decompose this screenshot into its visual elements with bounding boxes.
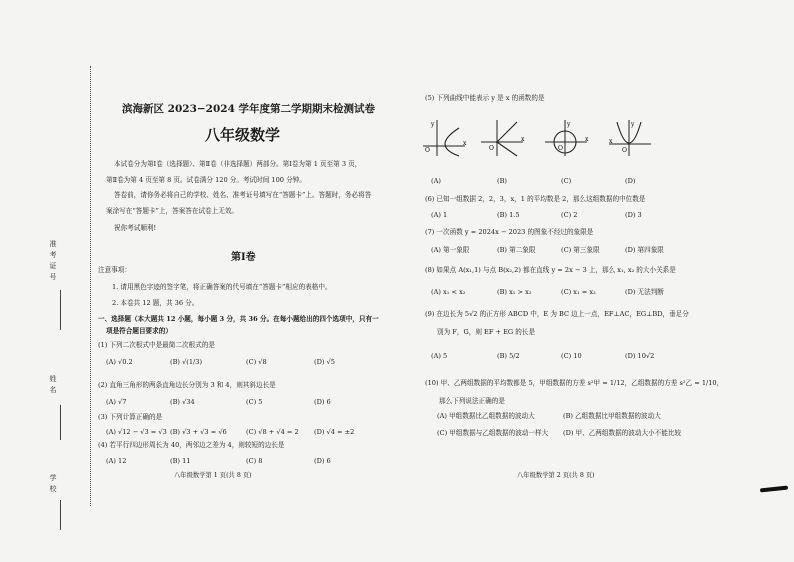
q4-option-d: (D) 6 bbox=[314, 457, 331, 465]
q6-option-d: (D) 3 bbox=[625, 211, 642, 219]
name-label: 姓名 bbox=[49, 375, 57, 397]
q1-option-d: (D) √5 bbox=[314, 358, 335, 366]
q10-option-d: (D) 甲、乙两组数据的波动大小不能比较 bbox=[563, 429, 682, 437]
q3-option-a: (A) √12 − √3 = √3 bbox=[106, 428, 167, 436]
q5-option-d: (D) bbox=[625, 177, 636, 185]
question-4: (4) 若平行四边形周长为 40，两邻边之差为 4，则较短的边长是 bbox=[98, 441, 285, 449]
question-6: (6) 已知一组数据 2，2，3，x，1 的平均数是 2，那么这组数据的中位数是 bbox=[425, 195, 646, 203]
q1-option-a: (A) √0.2 bbox=[106, 358, 133, 366]
q3-option-d: (D) √4 = ±2 bbox=[314, 428, 355, 436]
page-2-footer: 八年级数学第 2 页(共 8 页) bbox=[517, 472, 595, 479]
intro-line-4: 案涂写在“答题卡”上，答案答在试卷上无效。 bbox=[106, 207, 239, 215]
q4-option-c: (C) 8 bbox=[246, 457, 263, 465]
q4-option-a: (A) 12 bbox=[106, 457, 127, 465]
q9-option-c: (C) 10 bbox=[561, 352, 582, 360]
q7-option-d: (D) 第四象限 bbox=[625, 246, 664, 254]
q1-option-c: (C) √8 bbox=[246, 358, 267, 366]
q5-graph-b bbox=[479, 118, 525, 158]
intro-line-2: 第Ⅱ卷为第 4 页至第 8 页。试卷满分 120 分。考试时间 100 分钟。 bbox=[106, 176, 306, 184]
q6-option-c: (C) 2 bbox=[561, 211, 578, 219]
q9-option-a: (A) 5 bbox=[431, 352, 448, 360]
section-title: 第Ⅰ卷 bbox=[231, 252, 256, 263]
q8-option-c: (C) x₁ = x₂ bbox=[561, 288, 596, 296]
part1-instructions: 一、选择题（本大题共 12 小题，每小题 3 分，共 36 分。在每小题给出的四个选项中，只有一 bbox=[98, 315, 379, 323]
q9-option-b: (B) 5/2 bbox=[497, 352, 520, 360]
intro-line-5: 祝你考试顺利! bbox=[114, 224, 157, 232]
question-10: (10) 甲、乙两组数据的平均数都是 5，甲组数据的方差 s²甲 = 1/12，乙组数据的方差 s²乙 = 1/10， bbox=[425, 379, 724, 387]
q3-option-b: (B) √3 + √3 = √6 bbox=[170, 428, 227, 436]
q3-option-c: (C) √8 + √4 = 2 bbox=[246, 428, 299, 436]
intro-line-1: 本试卷分为第Ⅰ卷（选择题）、第Ⅱ卷（非选择题）两部分。第Ⅰ卷为第 1 页至第 3 页， bbox=[114, 160, 362, 168]
question-3: (3) 下列计算正确的是 bbox=[98, 413, 163, 421]
q5-graph-d-x-label: x bbox=[609, 138, 613, 145]
q4-option-b: (B) 11 bbox=[170, 457, 191, 465]
q5-graph-d-y-label: y bbox=[631, 121, 635, 128]
q5-graph-a-origin: O bbox=[425, 147, 430, 154]
q8-option-a: (A) x₁ < x₂ bbox=[431, 288, 466, 296]
q7-option-b: (B) 第二象限 bbox=[497, 246, 536, 254]
ticket-number-label: 准考证号 bbox=[49, 240, 57, 284]
q5-option-b: (B) bbox=[497, 177, 507, 185]
q2-option-c: (C) 5 bbox=[246, 398, 263, 406]
q5-option-a: (A) bbox=[431, 177, 441, 185]
question-8: (8) 如果点 A(x₁,1) 与点 B(x₂,2) 都在直线 y = 2x − 3 上，那么 x₁, x₂ 的大小关系是 bbox=[425, 266, 676, 274]
q5-graph-b-origin: O bbox=[489, 145, 494, 152]
question-10-cont: 那么下列说法正确的是 bbox=[439, 397, 505, 405]
q5-graph-a-y-label: y bbox=[431, 121, 435, 128]
q9-option-d: (D) 10√2 bbox=[625, 352, 655, 360]
question-9: (9) 在边长为 5√2 的正方形 ABCD 中，E 为 BC 边上一点，EF⊥AC，EG⊥BD，垂足分 bbox=[425, 310, 689, 318]
q8-option-d: (D) 无法判断 bbox=[625, 288, 664, 296]
q5-graph-d bbox=[607, 118, 653, 158]
q1-option-b: (B) √(1/3) bbox=[170, 358, 203, 366]
part1-instructions-cont: 项是符合题目要求的） bbox=[106, 327, 172, 335]
q5-graph-d-origin: O bbox=[622, 147, 627, 154]
question-7: (7) 一次函数 y = 2024x − 2023 的图象不经过的象限是 bbox=[425, 228, 594, 236]
q5-option-c: (C) bbox=[561, 177, 572, 185]
q2-option-b: (B) √34 bbox=[170, 398, 195, 406]
school-label: 学校 bbox=[49, 474, 57, 496]
q8-option-b: (B) x₁ > x₂ bbox=[497, 288, 532, 296]
note-2: 2. 本卷共 12 题，共 36 分。 bbox=[112, 299, 199, 307]
q6-option-b: (B) 1.5 bbox=[497, 211, 520, 219]
q5-graph-c-origin: O bbox=[558, 145, 563, 152]
q7-option-a: (A) 第一象限 bbox=[431, 246, 470, 254]
page-1-footer: 八年级数学第 1 页(共 8 页) bbox=[174, 472, 252, 479]
q6-option-a: (A) 1 bbox=[431, 211, 448, 219]
intro-line-3: 答卷前，请你务必将自己的学校、姓名、准考证号填写在“答题卡”上。答题时，务必将答 bbox=[114, 191, 372, 199]
question-1: (1) 下列二次根式中是最简二次根式的是 bbox=[98, 341, 215, 349]
q5-graph-c-y-label: y bbox=[567, 121, 571, 128]
q5-graph-b-x-label: x bbox=[521, 136, 525, 143]
q2-option-a: (A) √7 bbox=[106, 398, 127, 406]
question-2: (2) 直角三角形的两条直角边长分别为 3 和 4，则其斜边长是 bbox=[98, 381, 276, 389]
question-5: (5) 下列曲线中能表示 y 是 x 的函数的是 bbox=[425, 94, 545, 102]
notes-title: 注意事项： bbox=[98, 266, 131, 274]
exam-subject: 八年级数学 bbox=[205, 126, 281, 144]
q7-option-c: (C) 第三象限 bbox=[561, 246, 600, 254]
q10-option-c: (C) 甲组数据与乙组数据的波动一样大 bbox=[437, 429, 549, 437]
q5-graph-a-x-label: x bbox=[463, 140, 467, 147]
q5-graph-c bbox=[543, 118, 589, 158]
note-1: 1. 请用黑色字迹的签字笔，将正确答案的代号填在“答题卡”相应的表格中。 bbox=[112, 283, 332, 291]
question-9-cont: 别为 F，G，则 EF + EG 的长是 bbox=[437, 328, 536, 336]
q10-option-a: (A) 甲组数据比乙组数据的波动大 bbox=[437, 412, 535, 420]
exam-page-2 bbox=[397, 0, 794, 562]
q5-graph-a bbox=[421, 118, 467, 158]
q2-option-d: (D) 6 bbox=[314, 398, 331, 406]
q5-graph-c-x-label: x bbox=[585, 136, 589, 143]
exam-title: 滨海新区 2023−2024 学年度第二学期期末检测试卷 bbox=[122, 103, 376, 115]
q10-option-b: (B) 乙组数据比甲组数据的波动大 bbox=[563, 412, 661, 420]
